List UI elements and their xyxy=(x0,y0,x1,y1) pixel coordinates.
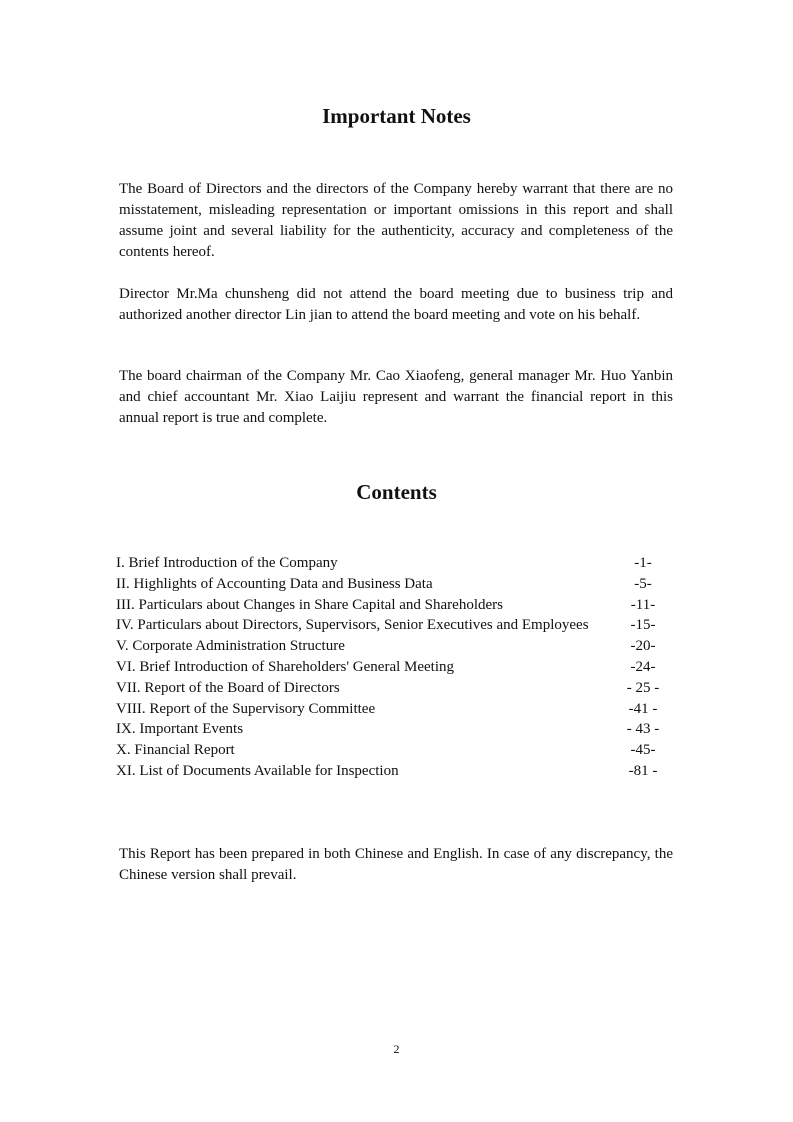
toc-item-title: III. Particulars about Changes in Share Capital and Shareholders xyxy=(116,596,503,613)
toc-item-page: -15- xyxy=(630,617,656,634)
toc-row[interactable] xyxy=(116,657,676,678)
toc-item-page: -5- xyxy=(634,575,652,592)
toc-row[interactable] xyxy=(116,615,676,636)
toc-item-title: VII. Report of the Board of Directors xyxy=(116,679,340,696)
toc-item-title: IV. Particulars about Directors, Supervisors, Senior Executives and Employees xyxy=(116,617,589,634)
contents-title: Contents xyxy=(356,480,437,504)
toc-item-page: -81 - xyxy=(628,762,658,779)
toc-item-title: VIII. Report of the Supervisory Committee xyxy=(116,700,376,717)
table-of-contents xyxy=(116,553,676,782)
toc-row[interactable] xyxy=(116,678,676,699)
toc-item-title: II. Highlights of Accounting Data and Business Data xyxy=(116,575,433,592)
toc-item-page: - 25 - xyxy=(626,679,660,696)
toc-item-title: IX. Important Events xyxy=(116,721,244,738)
important-notes-title: Important Notes xyxy=(322,104,471,128)
toc-row[interactable] xyxy=(116,636,676,657)
toc-row[interactable] xyxy=(116,699,676,720)
toc-row[interactable] xyxy=(116,595,676,616)
toc-item-page: -11- xyxy=(630,596,656,613)
toc-item-page: -1- xyxy=(634,555,652,571)
toc-item-page: -45- xyxy=(630,742,656,759)
toc-item-title: XI. List of Documents Available for Inspection xyxy=(116,762,399,779)
page-number: 2 xyxy=(393,1042,400,1056)
toc-item-title: X. Financial Report xyxy=(116,742,235,759)
notes-paragraph-warranty: The Board of Directors and the directors of the Company hereby warrant that there are no misstatement, misleading representation or important omissions in this report and shall assume joint and several liability for the authenticity, accuracy and completeness of the contents hereof. xyxy=(119,181,673,260)
toc-item-page: -20- xyxy=(630,638,656,655)
toc-row[interactable] xyxy=(116,574,676,595)
toc-row[interactable] xyxy=(116,719,676,740)
toc-item-title: I. Brief Introduction of the Company xyxy=(116,555,338,571)
notes-paragraph-absence: Director Mr.Ma chunsheng did not attend the board meeting due to business trip and authorized another director Lin jian to attend the board meeting and vote on his behalf. xyxy=(119,286,673,323)
toc-item-title: V. Corporate Administration Structure xyxy=(116,638,345,655)
notes-paragraph-chairman: The board chairman of the Company Mr. Cao Xiaofeng, general manager Mr. Huo Yanbin and chief accountant Mr. Xiao Laijiu represent and warrant the financial report in this annual report is true and complete. xyxy=(119,368,673,426)
toc-item-page: - 43 - xyxy=(626,721,660,738)
language-note: This Report has been prepared in both Chinese and English. In case of any discrepancy, the Chinese version shall prevail. xyxy=(119,846,673,883)
toc-item-page: -41 - xyxy=(628,700,658,717)
toc-row[interactable] xyxy=(116,761,676,782)
toc-item-title: VI. Brief Introduction of Shareholders' General Meeting xyxy=(116,658,455,675)
toc-item-page: -24- xyxy=(630,658,656,675)
toc-row[interactable] xyxy=(116,553,676,574)
toc-row[interactable] xyxy=(116,740,676,761)
